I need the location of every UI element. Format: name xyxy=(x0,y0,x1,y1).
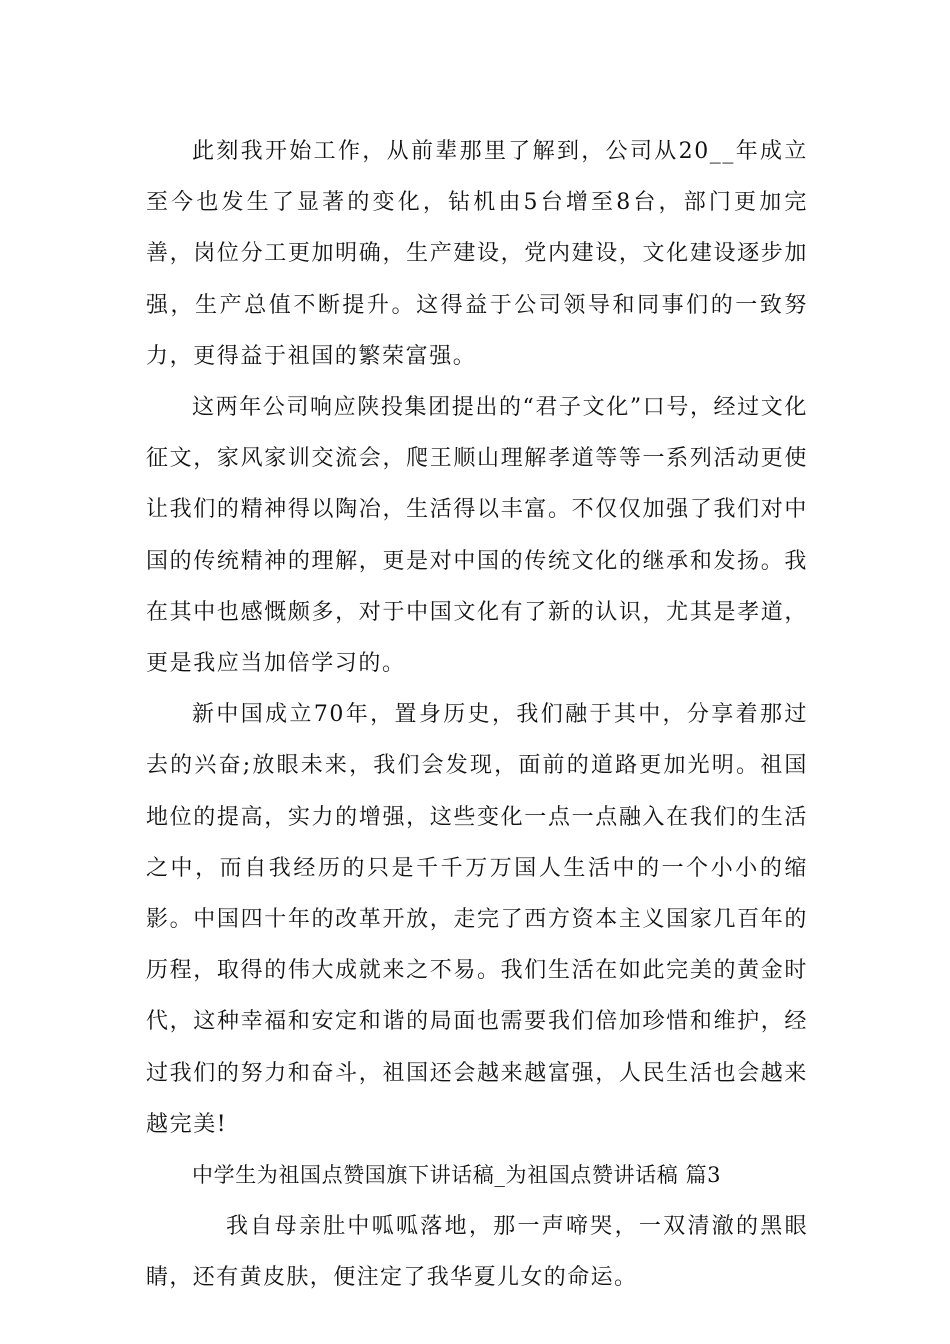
paragraph-1: 此刻我开始工作，从前辈那里了解到，公司从20__年成立至今也发生了显著的变化，钻机由5台增至8台，部门更加完善，岗位分工更加明确，生产建设，党内建设，文化建设逐步加强，生产总值不断提升。这得益于公司领导和同事们的一致努力，更得益于祖国的繁荣富强。 xyxy=(146,139,808,369)
paragraph-3: 新中国成立70年，置身历史，我们融于其中，分享着那过去的兴奋;放眼未来，我们会发现，面前的道路更加光明。祖国地位的提高，实力的增强，这些变化一点一点融入在我们的生活之中，而自我经历的只是千千万万国人生活中的一个小小的缩影。中国四十年的改革开放，走完了西方资本主义国家几百年的历程，取得的伟大成就来之不易。我们生活在如此完美的黄金时代，这种幸福和安定和谐的局面也需要我们倍加珍惜和维护，经过我们的努力和奋斗，祖国还会越来越富强，人民生活也会越来越完美! xyxy=(146,702,808,1137)
document-body xyxy=(146,126,808,1304)
paragraph-4: 我自母亲肚中呱呱落地，那一声啼哭，一双清澈的黑眼睛，还有黄皮肤，便注定了我华夏儿女的命运。 xyxy=(146,1214,808,1291)
paragraph-2: 这两年公司响应陕投集团提出的“君子文化”口号，经过文化征文，家风家训交流会，爬王顺山理解孝道等等一系列活动更使让我们的精神得以陶冶，生活得以丰富。不仅仅加强了我们对中国的传统精神的理解，更是对中国的传统文化的继承和发扬。我在其中也感慨颇多，对于中国文化有了新的认识，尤其是孝道，更是我应当加倍学习的。 xyxy=(146,395,808,677)
section-heading: 中学生为祖国点赞国旗下讲话稿_为祖国点赞讲话稿 篇3 xyxy=(192,1163,722,1188)
